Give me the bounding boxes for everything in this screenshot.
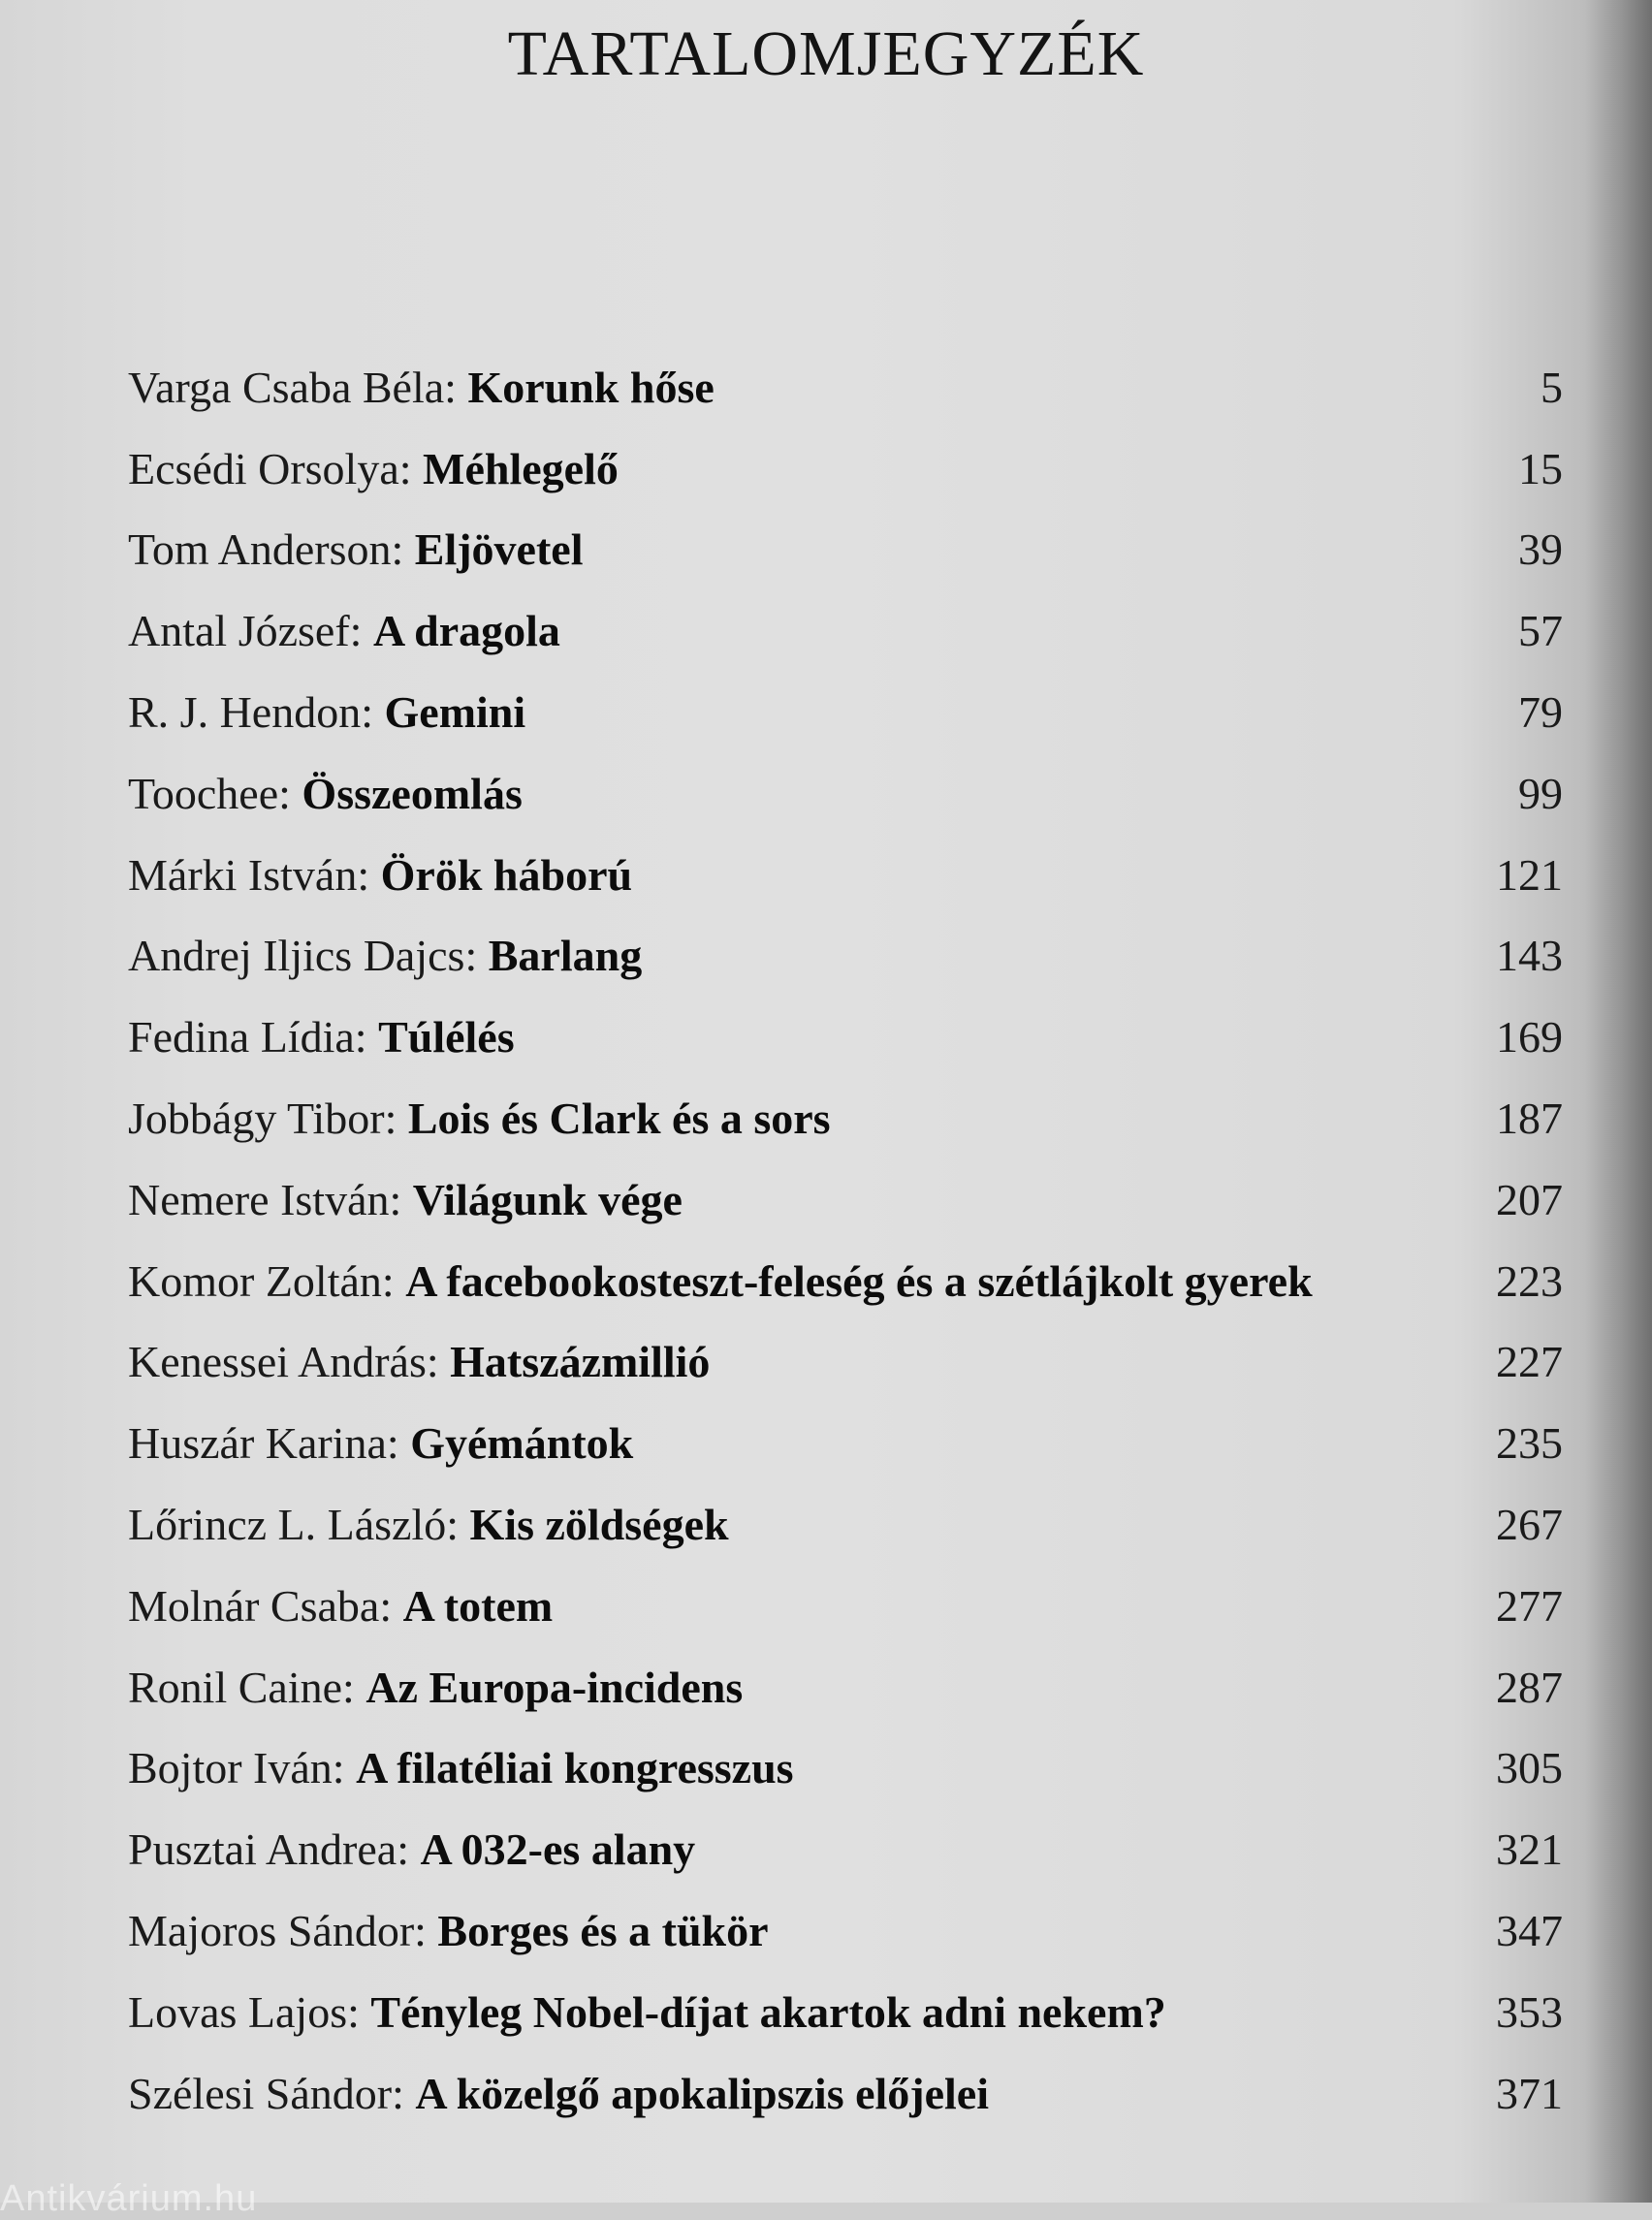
toc-author: Andrej Iljics Dajcs: xyxy=(128,931,478,981)
toc-page-number: 99 xyxy=(1518,768,1563,818)
toc-author: Kenessei András: xyxy=(128,1337,439,1387)
toc-story-title: Túlélés xyxy=(378,1012,515,1062)
toc-author: Tom Anderson: xyxy=(128,524,404,575)
toc-author: Majoros Sándor: xyxy=(128,1906,427,1956)
toc-story-title: Eljövetel xyxy=(414,524,584,575)
toc-author: R. J. Hendon: xyxy=(128,687,373,738)
toc-page-number: 169 xyxy=(1496,1012,1563,1062)
toc-entry xyxy=(128,835,1563,916)
toc-story-title: Hatszázmillió xyxy=(450,1337,711,1387)
toc-story-title: Gyémántok xyxy=(410,1418,634,1469)
toc-page-number: 371 xyxy=(1496,2068,1563,2118)
toc-entry xyxy=(128,1890,1563,1972)
toc-author: Ecsédi Orsolya: xyxy=(128,443,412,493)
toc-story-title: Örök háború xyxy=(380,849,633,900)
toc-page-number: 57 xyxy=(1518,606,1563,656)
toc-entry xyxy=(128,1241,1563,1322)
toc-page-number: 235 xyxy=(1496,1418,1563,1469)
toc-story-title: A facebookosteszt-feleség és a szétlájkolt gyerek xyxy=(405,1255,1313,1306)
toc-entry xyxy=(128,1322,1563,1404)
toc-story-title: A 032-es alany xyxy=(420,1824,696,1875)
toc-author: Jobbágy Tibor: xyxy=(128,1094,397,1144)
toc-page-number: 287 xyxy=(1496,1662,1563,1712)
toc-story-title: Gemini xyxy=(384,687,526,738)
toc-entry xyxy=(128,1159,1563,1241)
toc-story-title: Tényleg Nobel-díjat akartok adni nekem? xyxy=(370,1986,1166,2037)
toc-story-title: Lois és Clark és a sors xyxy=(407,1094,831,1144)
toc-entry xyxy=(128,1403,1563,1484)
table-of-contents xyxy=(128,347,1563,2135)
toc-page-number: 79 xyxy=(1518,687,1563,738)
toc-story-title: Borges és a tükör xyxy=(437,1906,769,1956)
toc-entry xyxy=(128,997,1563,1078)
toc-story-title: Az Europa-incidens xyxy=(365,1662,744,1712)
toc-story-title: A totem xyxy=(402,1580,554,1631)
toc-author: Antal József: xyxy=(128,606,363,656)
toc-page-number: 223 xyxy=(1496,1255,1563,1306)
toc-page-number: 277 xyxy=(1496,1580,1563,1631)
toc-author: Toochee: xyxy=(128,768,291,818)
toc-story-title: Barlang xyxy=(488,931,643,981)
toc-page-number: 15 xyxy=(1518,443,1563,493)
toc-author: Szélesi Sándor: xyxy=(128,2068,404,2118)
toc-author: Márki István: xyxy=(128,849,370,900)
toc-story-title: A filatéliai kongresszus xyxy=(356,1743,794,1793)
toc-page-number: 305 xyxy=(1496,1743,1563,1793)
toc-entry xyxy=(128,510,1563,591)
toc-author: Lőrincz L. László: xyxy=(128,1500,460,1550)
toc-entry xyxy=(128,428,1563,510)
toc-page-number: 121 xyxy=(1496,849,1563,900)
toc-author: Nemere István: xyxy=(128,1174,402,1224)
toc-entry xyxy=(128,672,1563,753)
toc-author: Huszár Karina: xyxy=(128,1418,399,1469)
toc-page-number: 353 xyxy=(1496,1986,1563,2037)
toc-author: Komor Zoltán: xyxy=(128,1255,395,1306)
toc-entry xyxy=(128,916,1563,998)
page-gutter-shadow xyxy=(1584,0,1652,2203)
toc-entry xyxy=(128,1728,1563,1810)
toc-page-number: 321 xyxy=(1496,1824,1563,1875)
toc-page-number: 143 xyxy=(1496,931,1563,981)
toc-entry xyxy=(128,2053,1563,2135)
toc-page-number: 187 xyxy=(1496,1094,1563,1144)
toc-story-title: Világunk vége xyxy=(412,1174,683,1224)
toc-story-title: Korunk hőse xyxy=(467,362,715,412)
toc-entry xyxy=(128,1972,1563,2053)
toc-author: Lovas Lajos: xyxy=(128,1986,360,2037)
toc-entry xyxy=(128,753,1563,835)
watermark-text: Antikvárium.hu xyxy=(0,2178,258,2219)
toc-story-title: Méhlegelő xyxy=(423,443,619,493)
toc-page-number: 347 xyxy=(1496,1906,1563,1956)
toc-entry xyxy=(128,1078,1563,1159)
toc-author: Varga Csaba Béla: xyxy=(128,362,457,412)
toc-author: Fedina Lídia: xyxy=(128,1012,367,1062)
toc-author: Ronil Caine: xyxy=(128,1662,355,1712)
toc-page-number: 267 xyxy=(1496,1500,1563,1550)
toc-author: Molnár Csaba: xyxy=(128,1580,393,1631)
toc-page-number: 39 xyxy=(1518,524,1563,575)
toc-story-title: Kis zöldségek xyxy=(469,1500,729,1550)
toc-page-number: 227 xyxy=(1496,1337,1563,1387)
toc-entry xyxy=(128,1566,1563,1647)
toc-story-title: Összeomlás xyxy=(302,768,523,818)
toc-author: Pusztai Andrea: xyxy=(128,1824,409,1875)
toc-entry xyxy=(128,347,1563,428)
toc-story-title: A közelgő apokalipszis előjelei xyxy=(415,2068,990,2118)
toc-entry xyxy=(128,1809,1563,1890)
toc-entry xyxy=(128,1647,1563,1728)
page-title: TARTALOMJEGYZÉK xyxy=(507,18,1145,89)
toc-author: Bojtor Iván: xyxy=(128,1743,345,1793)
toc-story-title: A dragola xyxy=(372,606,560,656)
toc-page-number: 207 xyxy=(1496,1174,1563,1224)
toc-entry xyxy=(128,590,1563,672)
toc-entry xyxy=(128,1484,1563,1566)
toc-page-number: 5 xyxy=(1541,362,1563,412)
